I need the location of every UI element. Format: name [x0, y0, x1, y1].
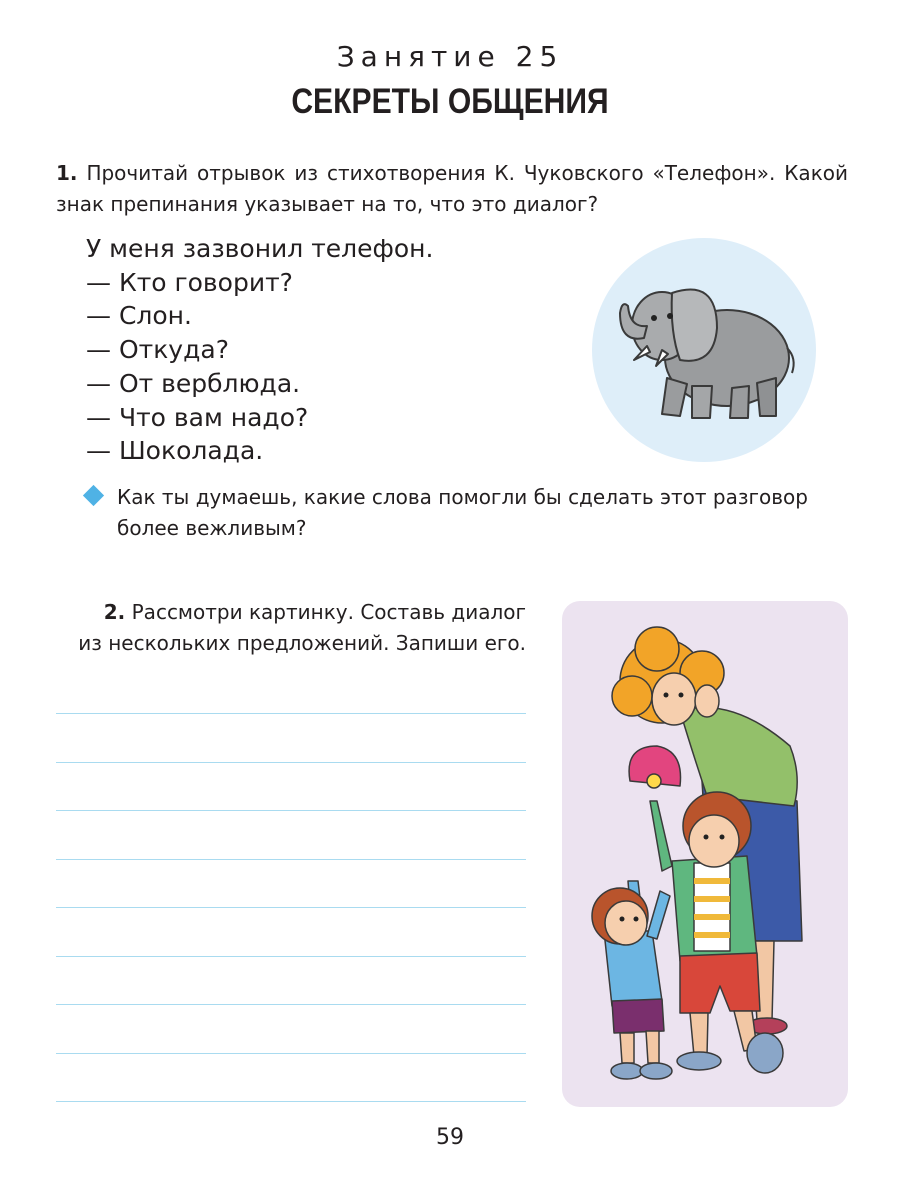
task-2-number: 2. — [103, 600, 126, 624]
poem-excerpt — [86, 232, 586, 468]
question-text: Как ты думаешь, какие слова помогли бы сделать этот разговор более вежливым? — [117, 485, 808, 540]
task-2-instruction — [56, 597, 526, 659]
poem-line: — От верблюда. — [86, 368, 301, 398]
family-icon — [562, 601, 848, 1107]
writing-line[interactable] — [56, 762, 526, 763]
writing-line[interactable] — [56, 1004, 526, 1005]
family-illustration — [562, 601, 848, 1107]
poem-line: У меня зазвонил телефон. — [86, 234, 434, 263]
poem-line: — Кто говорит? — [86, 267, 293, 297]
writing-line[interactable] — [56, 859, 526, 860]
page-title: СЕКРЕТЫ ОБЩЕНИЯ — [291, 82, 609, 121]
task-2-line-2: из нескольких предложений. Запиши его. — [78, 631, 526, 655]
task-2-line-1: 2. Рассмотри картинку. Составь диалог — [103, 600, 526, 624]
writing-line[interactable] — [56, 713, 526, 714]
writing-line[interactable] — [56, 1053, 526, 1054]
poem-line: — Слон. — [86, 301, 192, 331]
poem-line: — Что вам надо? — [86, 402, 309, 432]
poem-line: — Шоколада. — [86, 436, 264, 466]
elephant-icon — [592, 238, 816, 462]
poem-line: — Откуда? — [86, 335, 229, 365]
task-1-number: 1. — [56, 161, 78, 185]
elephant-illustration — [592, 238, 816, 462]
task-1-text: Прочитай отрывок из стихотворения К. Чуковского «Телефон». Какой знак препинания указывает на то, что это диалог? — [56, 161, 849, 216]
task-1-instruction — [56, 158, 848, 220]
lesson-number: Занятие 25 — [336, 40, 564, 73]
writing-line[interactable] — [56, 956, 526, 957]
writing-line[interactable] — [56, 907, 526, 908]
writing-line[interactable] — [56, 1101, 526, 1102]
task-1-question — [86, 482, 848, 544]
page-number: 59 — [436, 1125, 464, 1150]
writing-line[interactable] — [56, 810, 526, 811]
